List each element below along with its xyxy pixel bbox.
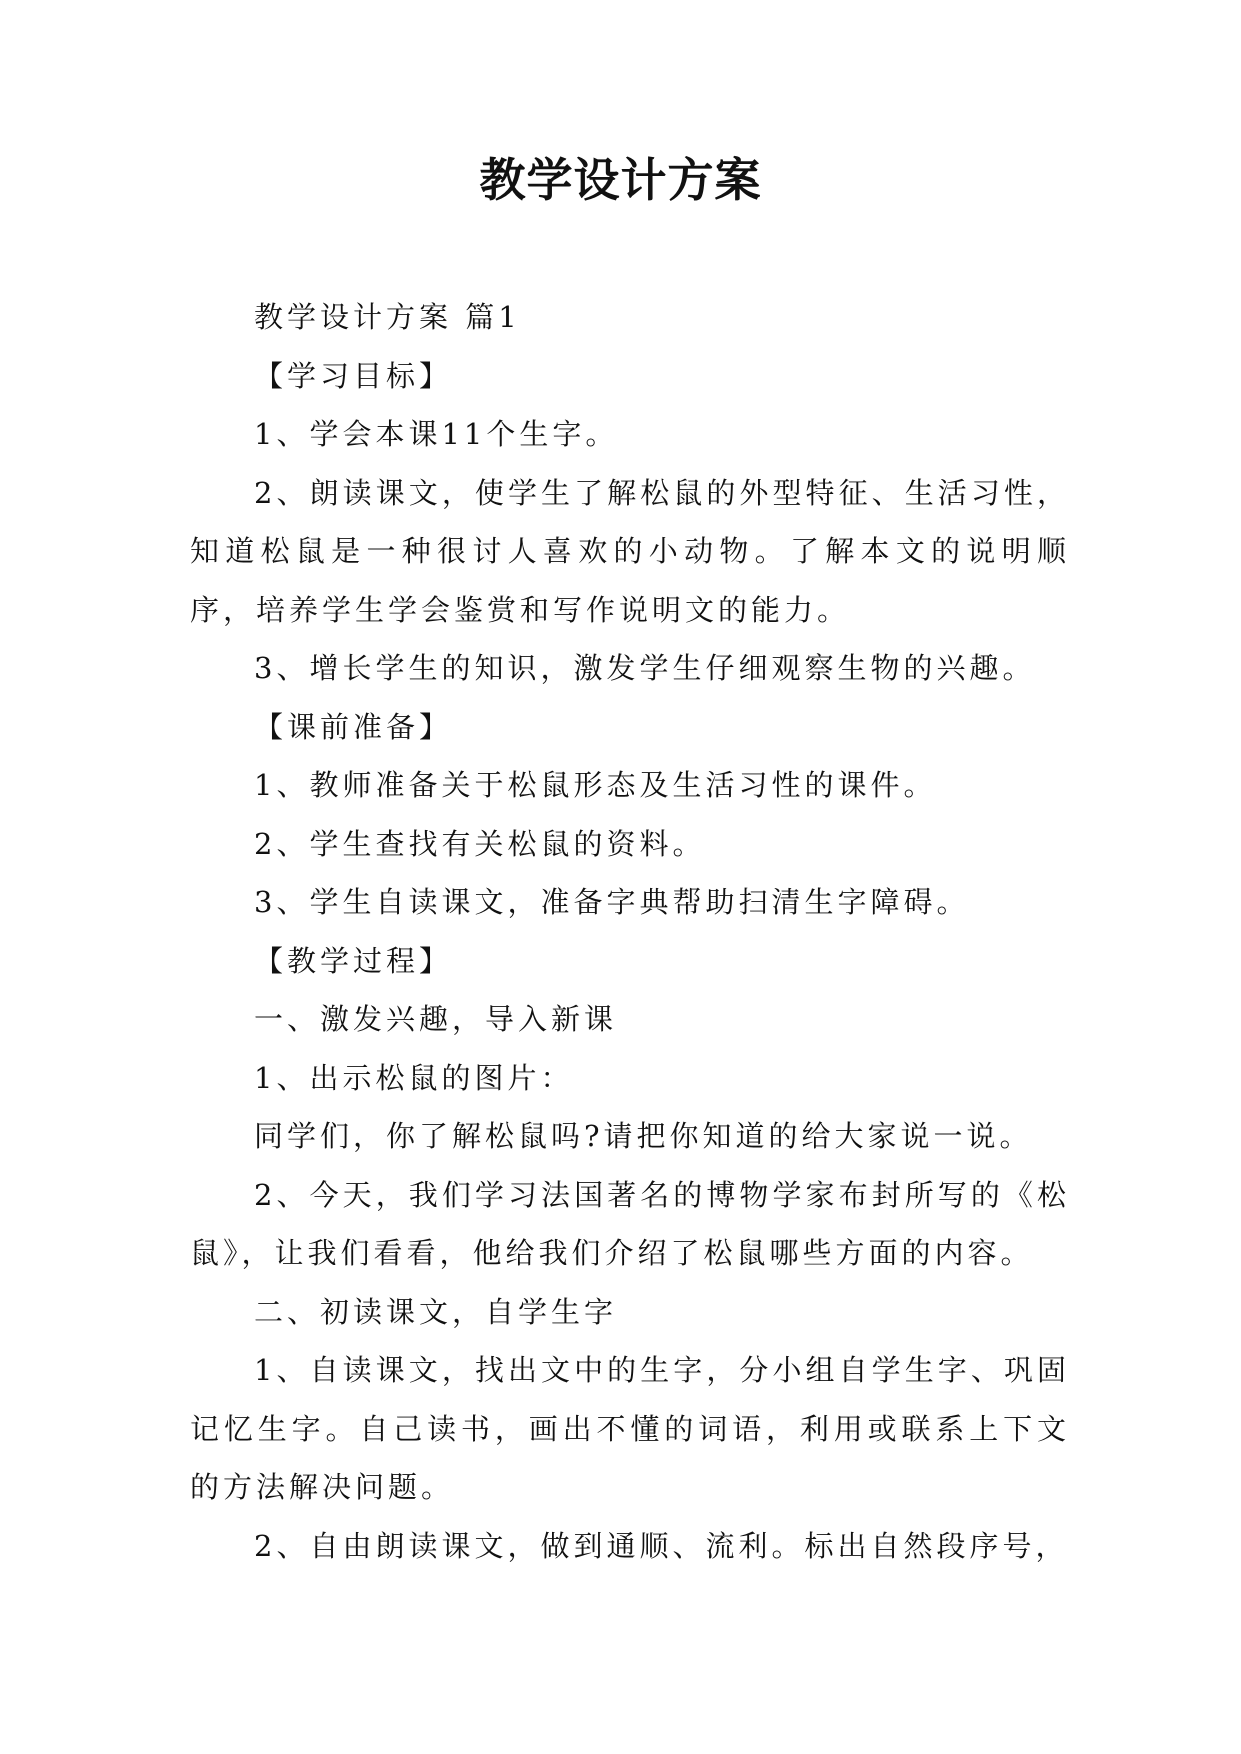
paragraph: 2、朗读课文，使学生了解松鼠的外型特征、生活习性，知道松鼠是一种很讨人喜欢的小动物。了解本文的说明顺序，培养学生学会鉴赏和写作说明文的能力。	[190, 475, 1070, 627]
paragraph-heading-part1: 教学设计方案 篇1	[254, 300, 521, 334]
document-body	[190, 288, 1070, 1575]
subsection-heading: 二、初读课文，自学生字	[254, 1294, 618, 1329]
paragraph: 3、增长学生的知识，激发学生仔细观察生物的兴趣。	[254, 651, 1036, 685]
paragraph: 2、学生查找有关松鼠的资料。	[254, 826, 706, 861]
paragraph: 1、学会本课11个生字。	[254, 417, 619, 451]
paragraph: 2、自由朗读课文，做到通顺、流利。标出自然段序号，	[254, 1528, 1069, 1563]
paragraph: 同学们，你了解松鼠吗?请把你知道的给大家说一说。	[254, 1119, 1033, 1153]
paragraph: 1、出示松鼠的图片：	[254, 1060, 574, 1095]
subsection-heading: 一、激发兴趣，导入新课	[254, 1002, 618, 1036]
paragraph: 3、学生自读课文，准备字典帮助扫清生字障碍。	[254, 885, 970, 919]
document-title: 教学设计方案	[479, 153, 762, 207]
section-heading-preparation: 【课前准备】	[254, 709, 453, 744]
section-heading-process: 【教学过程】	[254, 943, 453, 978]
paragraph: 1、自读课文，找出文中的生字，分小组自学生字、巩固记忆生字。自己读书，画出不懂的词语，利用或联系上下文的方法解决问题。	[190, 1353, 1070, 1504]
section-heading-learning-goals: 【学习目标】	[254, 358, 453, 393]
paragraph: 1、教师准备关于松鼠形态及生活习性的课件。	[254, 768, 937, 802]
paragraph: 2、今天，我们学习法国著名的博物学家布封所写的《松鼠》，让我们看看，他给我们介绍了松鼠哪些方面的内容。	[190, 1177, 1070, 1270]
